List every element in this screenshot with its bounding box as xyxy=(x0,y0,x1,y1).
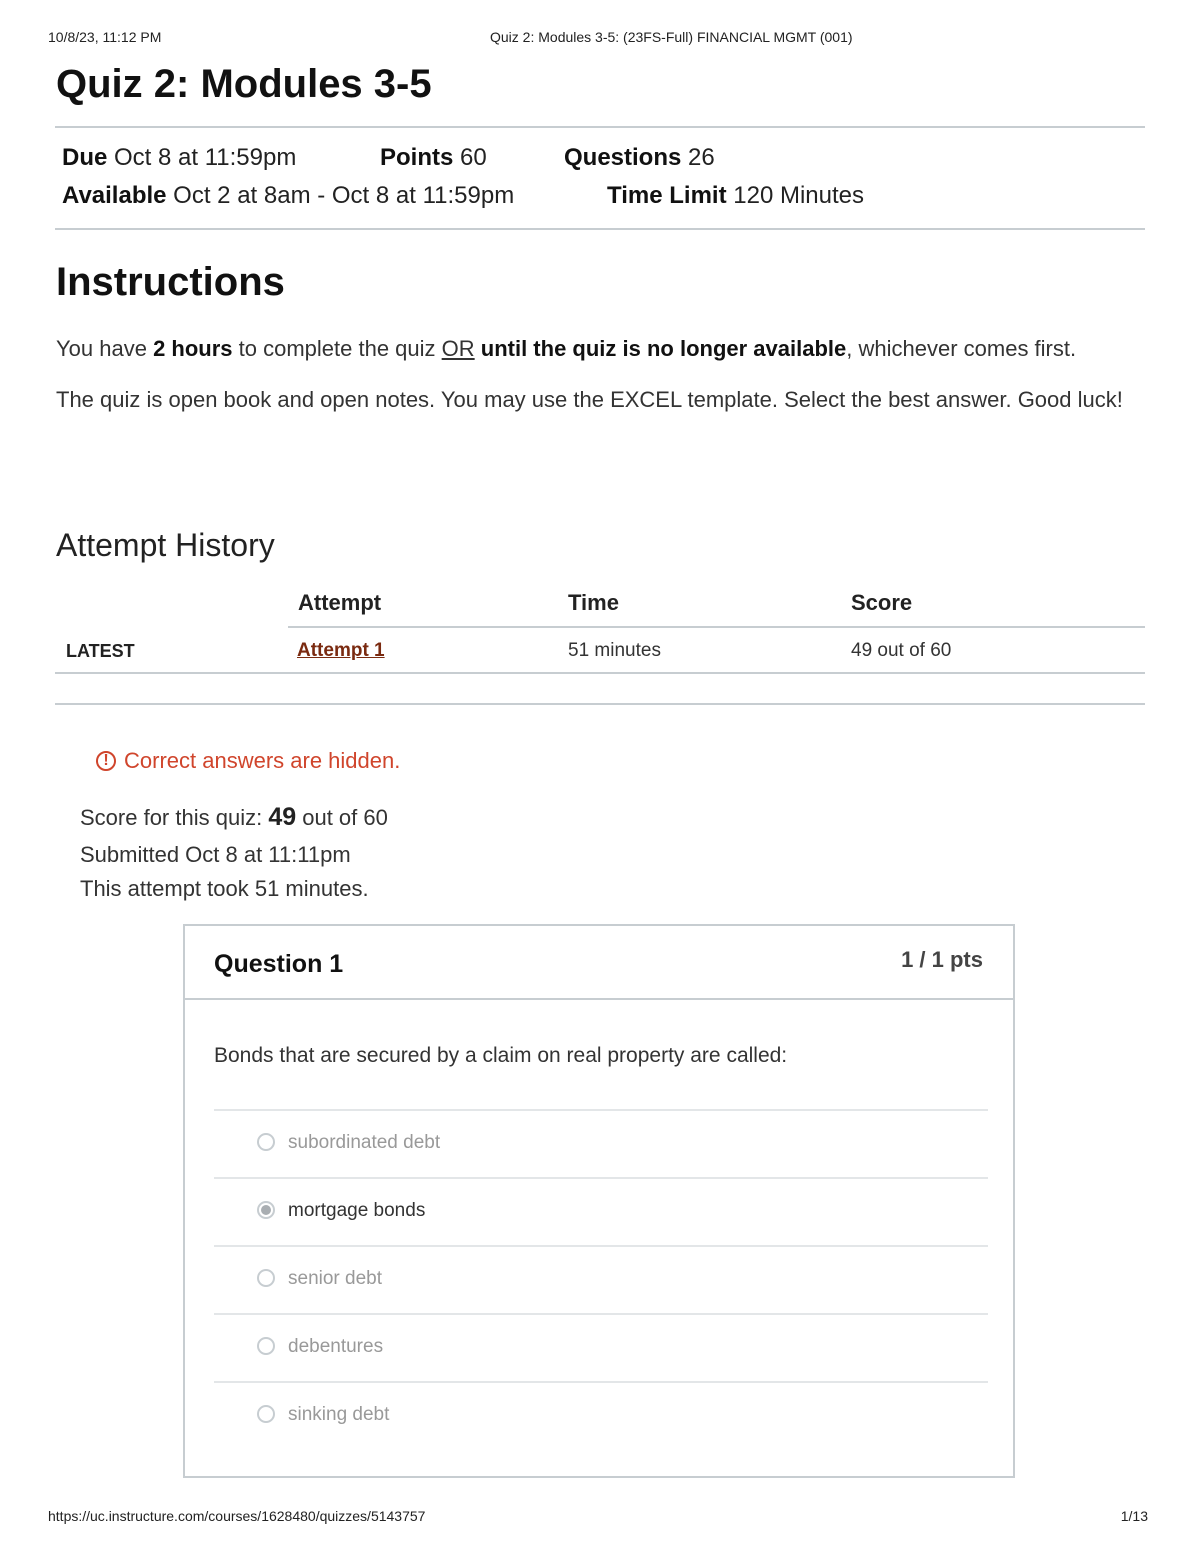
question-1-points: 1 / 1 pts xyxy=(901,947,983,972)
answer-option[interactable] xyxy=(214,1381,988,1449)
answer-label: mortgage bonds xyxy=(288,1200,426,1221)
instr-p1-f: , whichever comes first. xyxy=(846,336,1077,361)
radio-selected-icon[interactable] xyxy=(257,1201,275,1219)
header-divider-top xyxy=(55,126,1145,128)
time-limit-value: 120 Minutes xyxy=(733,182,864,209)
points-label: Points xyxy=(380,144,454,171)
questions-value: 26 xyxy=(688,144,715,171)
instructions-heading: Instructions xyxy=(56,260,285,304)
latest-tag: LATEST xyxy=(66,641,135,661)
answer-label: debentures xyxy=(288,1336,384,1357)
col-header-score: Score xyxy=(851,590,913,615)
print-header-datetime: 10/8/23, 11:12 PM xyxy=(48,29,162,45)
questions-label: Questions xyxy=(564,144,682,171)
attempt-time: 51 minutes xyxy=(568,640,661,661)
instr-p1-d: OR xyxy=(441,336,475,361)
instr-p1-e: until the quiz is no longer available xyxy=(474,336,847,361)
answer-option[interactable] xyxy=(214,1313,988,1381)
score-prefix: Score for this quiz: xyxy=(80,805,269,830)
print-footer-page: 1/13 xyxy=(1120,1508,1148,1524)
due-label: Due xyxy=(62,144,108,171)
due-value: Oct 8 at 11:59pm xyxy=(114,144,297,171)
submitted-info: Submitted Oct 8 at 11:11pm xyxy=(80,842,351,867)
table-header-divider xyxy=(288,626,1145,628)
answer-option-selected[interactable] xyxy=(214,1177,988,1245)
score-summary xyxy=(80,803,388,832)
radio-unselected-icon[interactable] xyxy=(257,1337,275,1355)
instr-p1-a: You have xyxy=(56,336,154,361)
print-header-title: Quiz 2: Modules 3-5: (23FS-Full) FINANCIAL MGMT (001) xyxy=(490,29,853,45)
instr-p1-c: to complete the quiz xyxy=(232,336,442,361)
score-suffix: out of 60 xyxy=(296,805,388,830)
radio-unselected-icon[interactable] xyxy=(257,1405,275,1423)
hidden-answers-notice xyxy=(96,748,400,774)
time-limit-info xyxy=(607,182,864,210)
time-limit-label: Time Limit xyxy=(607,182,727,209)
attempt-duration: This attempt took 51 minutes. xyxy=(80,876,369,901)
col-header-time: Time xyxy=(568,590,619,615)
answer-label: sinking debt xyxy=(288,1404,390,1425)
question-1-text: Bonds that are secured by a claim on real property are called: xyxy=(214,1044,788,1067)
points-value: 60 xyxy=(460,144,487,171)
question-1-header xyxy=(185,926,1013,1000)
due-info xyxy=(62,144,296,172)
points-info xyxy=(380,144,487,172)
answer-option[interactable] xyxy=(214,1109,988,1177)
attempt-score: 49 out of 60 xyxy=(851,640,952,661)
answer-label: subordinated debt xyxy=(288,1132,441,1153)
print-footer-url: https://uc.instructure.com/courses/1628480/quizzes/5143757 xyxy=(48,1508,426,1524)
available-value: Oct 2 at 8am - Oct 8 at 11:59pm xyxy=(173,182,515,209)
section-divider xyxy=(55,703,1145,705)
questions-info xyxy=(564,144,715,172)
attempt-history-heading: Attempt History xyxy=(56,527,275,563)
hidden-answers-text: Correct answers are hidden. xyxy=(124,748,401,773)
header-divider-bottom xyxy=(55,228,1145,230)
quiz-title: Quiz 2: Modules 3-5 xyxy=(56,62,432,106)
question-1-title: Question 1 xyxy=(214,950,344,978)
answer-label: senior debt xyxy=(288,1268,383,1289)
radio-unselected-icon[interactable] xyxy=(257,1133,275,1151)
table-row-divider xyxy=(55,672,1145,674)
question-1-card xyxy=(183,924,1015,1478)
available-label: Available xyxy=(62,182,167,209)
score-value: 49 xyxy=(268,803,297,831)
answer-option[interactable] xyxy=(214,1245,988,1313)
col-header-attempt: Attempt xyxy=(298,590,382,615)
available-info xyxy=(62,182,514,210)
radio-unselected-icon[interactable] xyxy=(257,1269,275,1287)
instructions-paragraph-1 xyxy=(56,332,1146,366)
attempt-1-link[interactable]: Attempt 1 xyxy=(297,640,385,661)
warning-icon: ! xyxy=(96,751,116,771)
instr-p1-b: 2 hours xyxy=(153,336,233,361)
instructions-paragraph-2: The quiz is open book and open notes. You may use the EXCEL template. Select the best answer. Good luck! xyxy=(56,387,1123,412)
